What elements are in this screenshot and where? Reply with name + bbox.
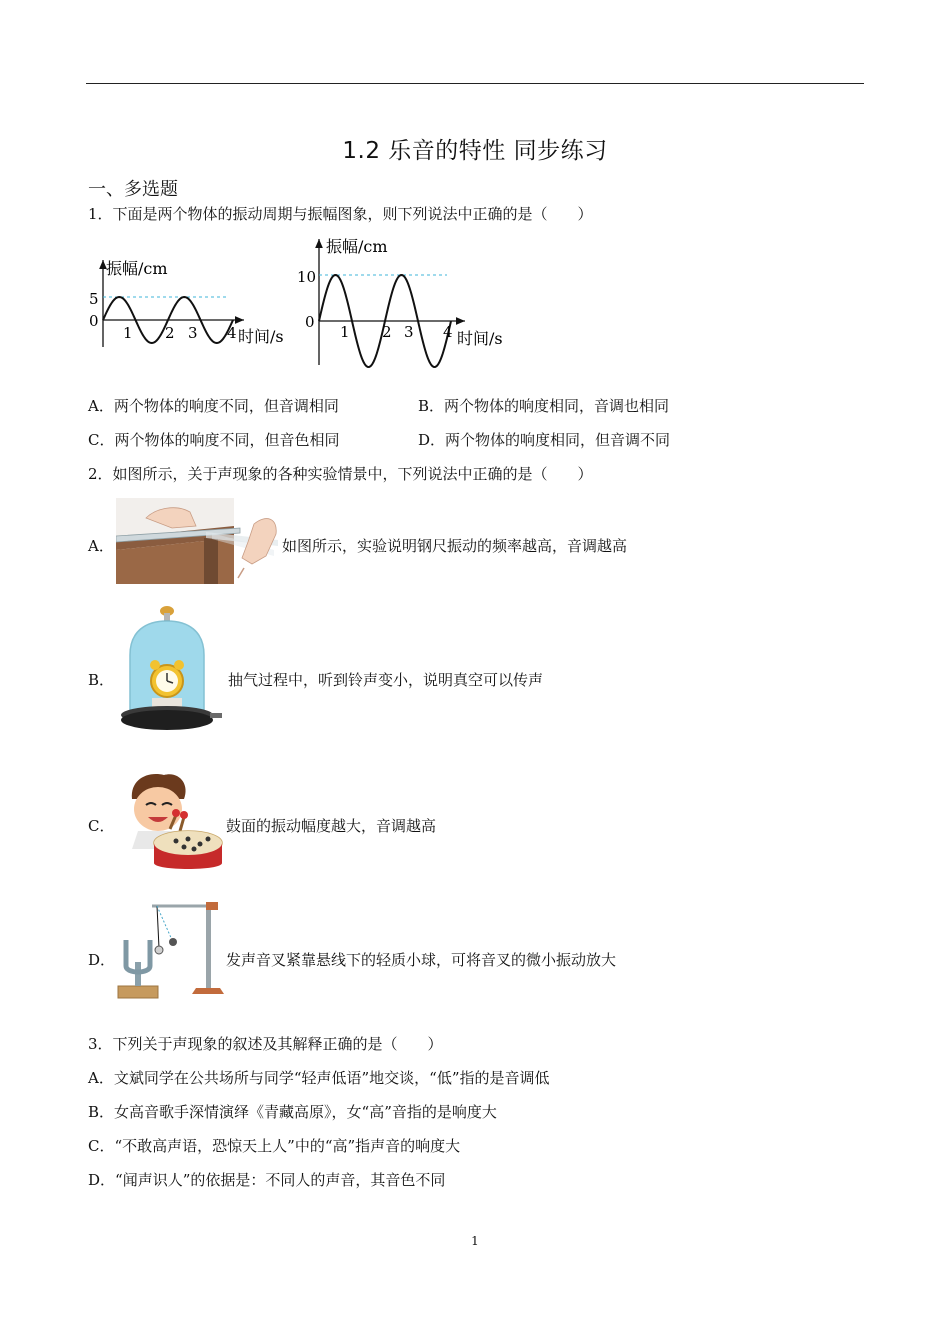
origin-label: 0 [305,313,315,331]
q2-option-d-text: 发声音叉紧靠悬线下的轻质小球，可将音叉的微小振动放大 [226,951,617,969]
q2-option-c-text: 鼓面的振动幅度越大，音调越高 [226,817,437,835]
origin-label: 0 [89,312,99,330]
x-tick-4: 4 [443,323,453,341]
x-tick-1: 1 [340,323,350,341]
y-label: 振幅/cm [326,237,388,256]
x-tick-3: 3 [404,323,414,341]
q2-stem: 2．如图所示，关于声现象的各种实验情景中，下列说法中正确的是（ ） [88,465,593,483]
q1-option-d: D．两个物体的响度相同，但音调不同 [418,431,671,449]
x-tick-4: 4 [227,324,237,342]
q2-option-b-letter: B． [88,671,115,689]
steel-ruler-on-table-image [116,498,282,584]
q1-graph-left [86,252,301,352]
tuning-fork-pendulum-image [112,896,226,1002]
q2-option-d-letter: D． [88,951,116,969]
section-heading: 一、多选题 [88,179,178,200]
x-label: 时间/s [238,327,284,346]
q2-option-a-text: 如图所示，实验说明钢尺振动的频率越高，音调越高 [282,537,628,555]
boy-drumming-image [118,769,224,875]
q1-option-a: A．两个物体的响度不同，但音调相同 [88,397,339,415]
x-tick-3: 3 [188,324,198,342]
q3-option-c: C．“不敢高声语，恐惊天上人”中的“高”指声音的响度大 [88,1137,461,1155]
page-number: 1 [471,1234,479,1248]
bell-jar-alarm-clock-image [116,603,228,739]
x-tick-1: 1 [123,324,133,342]
y-tick: 5 [89,290,99,308]
q1-option-b: B．两个物体的响度相同，音调也相同 [418,397,670,415]
x-label: 时间/s [457,329,503,348]
page-title: 1.2 乐音的特性 同步练习 [342,138,608,164]
q1-option-c: C．两个物体的响度不同，但音色相同 [88,431,340,449]
q3-stem: 3．下列关于声现象的叙述及其解释正确的是（ ） [88,1035,443,1053]
x-tick-2: 2 [382,323,392,341]
q2-option-c-letter: C． [88,817,115,835]
q3-option-d: D．“闻声识人”的依据是：不同人的声音，其音色不同 [88,1171,446,1189]
q3-option-b: B．女高音歌手深情演绎《青藏高原》，女“高”音指的是响度大 [88,1103,497,1121]
y-label: 振幅/cm [106,259,168,278]
y-tick: 10 [297,268,317,286]
q2-option-b-text: 抽气过程中，听到铃声变小，说明真空可以传声 [228,671,544,689]
q1-stem: 1．下面是两个物体的振动周期与振幅图象，则下列说法中正确的是（ ） [88,205,593,223]
x-tick-2: 2 [165,324,175,342]
q1-graph-right [295,231,520,371]
q3-option-a: A．文斌同学在公共场所与同学“轻声低语”地交谈，“低”指的是音调低 [88,1069,550,1087]
header-rule [86,83,864,84]
q2-option-a-letter: A． [88,537,114,555]
